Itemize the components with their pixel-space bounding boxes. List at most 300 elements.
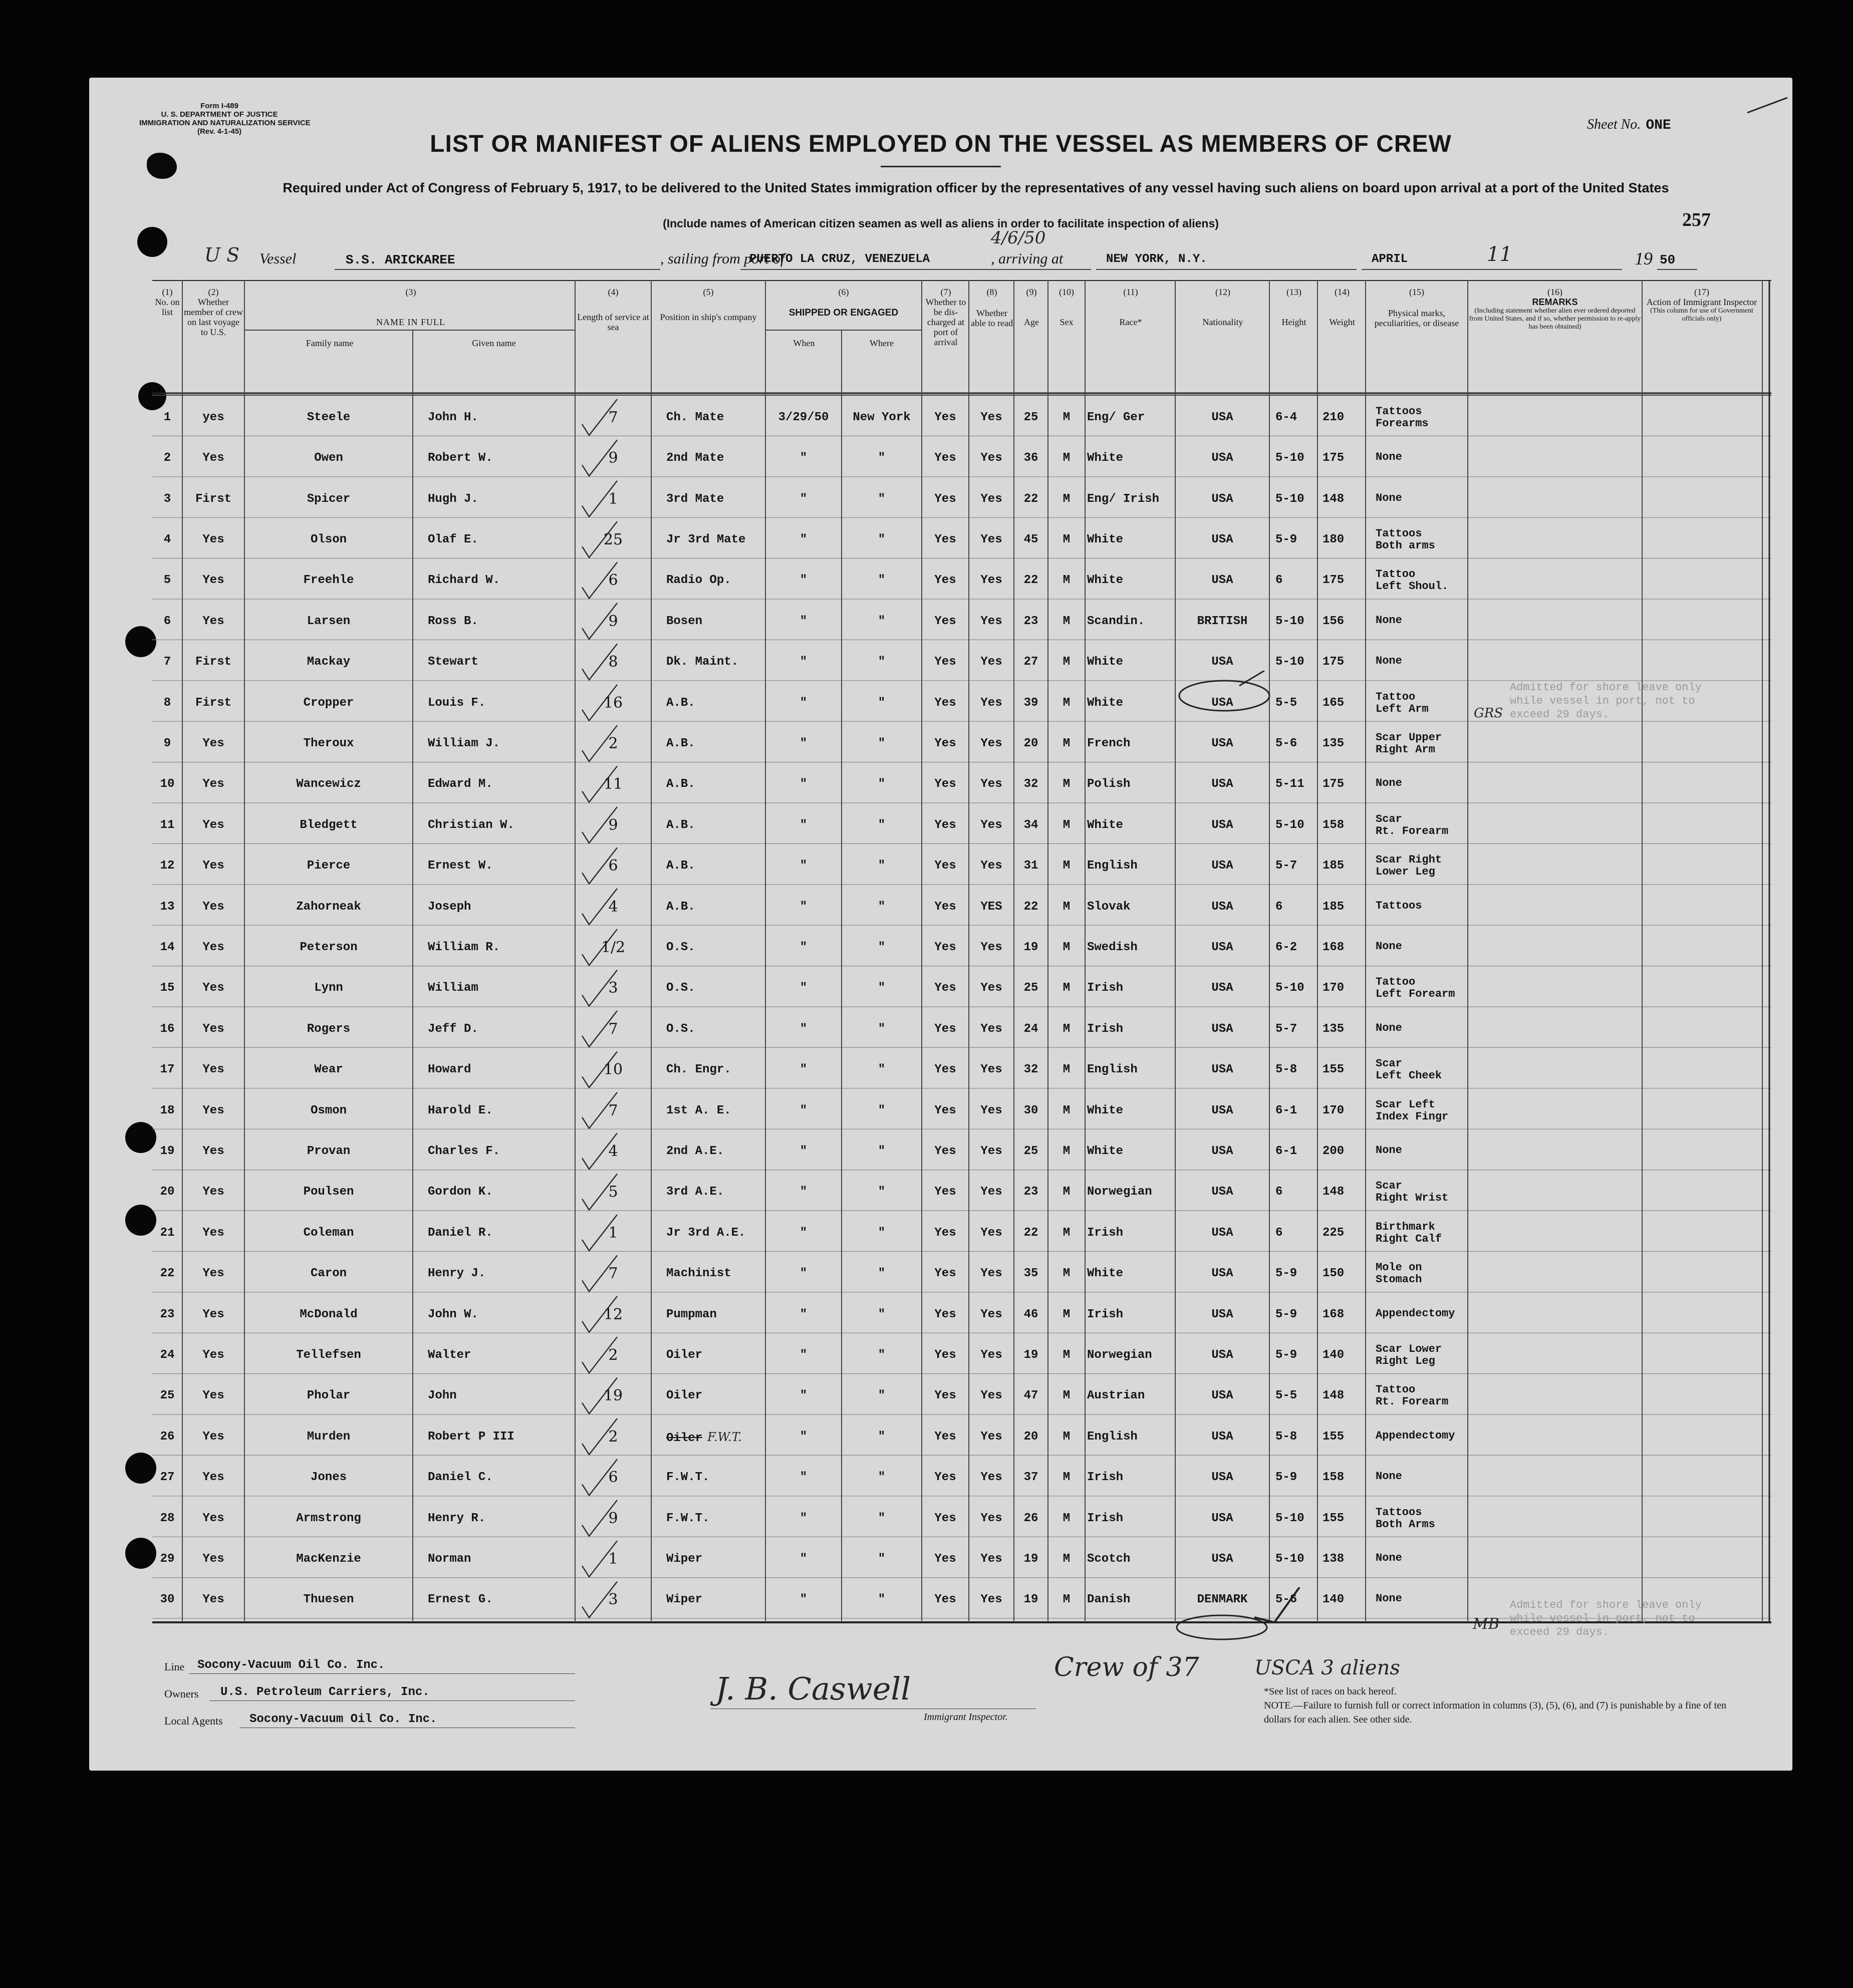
cell-where: " bbox=[878, 532, 886, 546]
cell-weight: 210 bbox=[1322, 410, 1345, 424]
cell-where: " bbox=[878, 1471, 886, 1485]
cell-given: Ross B. bbox=[428, 614, 478, 628]
cell-prev: Yes bbox=[202, 1063, 224, 1077]
cell-discharged: Yes bbox=[934, 1511, 956, 1525]
cell-prev: First bbox=[195, 492, 231, 506]
physical-mark-line: None bbox=[1376, 1144, 1402, 1157]
cell-family: McDonald bbox=[300, 1307, 358, 1321]
cell-sex: M bbox=[1063, 1226, 1071, 1240]
sheet-number-label: Sheet No. bbox=[1587, 117, 1641, 132]
vessel-label: Vessel bbox=[259, 250, 297, 267]
cell-discharged: Yes bbox=[934, 1552, 956, 1566]
cell-service: 2 bbox=[608, 734, 618, 752]
cell-position: A.B. bbox=[666, 900, 695, 914]
cell-when: " bbox=[800, 655, 808, 669]
cell-marks bbox=[1376, 1471, 1468, 1483]
physical-mark-line: Scar Right bbox=[1376, 854, 1442, 867]
cell-weight: 168 bbox=[1322, 940, 1345, 954]
cell-service: 1 bbox=[608, 490, 618, 508]
handwritten-prefix: U S bbox=[204, 244, 240, 266]
cell-race: White bbox=[1087, 574, 1124, 588]
cell-prev: yes bbox=[202, 410, 224, 424]
cell-when: " bbox=[800, 1593, 808, 1607]
cell-family: Peterson bbox=[300, 940, 358, 954]
cell-where: " bbox=[878, 1552, 886, 1566]
cell-when: " bbox=[800, 1511, 808, 1525]
cell-nationality: DENMARK bbox=[1197, 1593, 1248, 1607]
cell-height: 5-10 bbox=[1275, 981, 1304, 995]
year-suffix: 50 bbox=[1660, 252, 1676, 267]
cell-sex: M bbox=[1063, 451, 1071, 465]
cell-no: 5 bbox=[163, 574, 171, 588]
physical-mark-line: Mole on bbox=[1376, 1261, 1422, 1274]
cell-age: 26 bbox=[1023, 1511, 1038, 1525]
punch-hole bbox=[125, 1122, 156, 1153]
physical-mark-line: None bbox=[1376, 940, 1402, 953]
cell-prev: Yes bbox=[202, 1226, 224, 1240]
cell-race: Scandin. bbox=[1087, 614, 1145, 628]
cell-where: " bbox=[878, 1267, 886, 1281]
cell-height: 6-2 bbox=[1275, 940, 1297, 954]
cell-height: 6 bbox=[1275, 1226, 1283, 1240]
col5-header: (5) Position in ship's company bbox=[660, 287, 757, 322]
cell-height: 5-10 bbox=[1275, 1511, 1304, 1525]
physical-mark-line: None bbox=[1376, 1470, 1402, 1483]
cell-marks bbox=[1376, 976, 1468, 1000]
year-underline bbox=[1657, 269, 1697, 270]
punch-hole bbox=[125, 1538, 156, 1569]
cell-read: Yes bbox=[980, 410, 1002, 424]
cell-read: Yes bbox=[980, 1430, 1002, 1444]
cell-service: 1 bbox=[608, 1550, 618, 1568]
cell-position: F.W.T. bbox=[666, 1511, 710, 1525]
cell-no: 11 bbox=[160, 818, 175, 832]
physical-mark-line: Scar Left bbox=[1376, 1098, 1435, 1111]
cell-nationality: USA bbox=[1211, 655, 1233, 669]
cell-when: " bbox=[800, 1226, 808, 1240]
cell-discharged: Yes bbox=[934, 655, 956, 669]
form-title: LIST OR MANIFEST OF ALIENS EMPLOYED ON THE VESSEL AS MEMBERS OF CREW bbox=[430, 131, 1452, 157]
cell-marks bbox=[1376, 1384, 1468, 1408]
cell-marks bbox=[1376, 615, 1468, 627]
cell-prev: Yes bbox=[202, 777, 224, 791]
cell-position: 1st A. E. bbox=[666, 1103, 731, 1117]
cell-service: 7 bbox=[608, 1020, 618, 1038]
cell-when: " bbox=[800, 1185, 808, 1199]
cell-marks bbox=[1376, 406, 1468, 430]
cell-discharged: Yes bbox=[934, 1103, 956, 1117]
cell-where: " bbox=[878, 777, 886, 791]
cell-sex: M bbox=[1063, 1471, 1071, 1485]
cell-read: Yes bbox=[980, 1307, 1002, 1321]
cell-given: Richard W. bbox=[428, 574, 500, 588]
physical-mark-line: Tattoos bbox=[1376, 1506, 1422, 1519]
cell-prev: Yes bbox=[202, 900, 224, 914]
cell-family: Murden bbox=[307, 1430, 351, 1444]
cell-marks bbox=[1376, 777, 1468, 789]
form-instruction-note: (Include names of American citizen seamen as well as aliens in order to facilitate inspection of aliens) bbox=[663, 217, 1219, 230]
cell-read: Yes bbox=[980, 1348, 1002, 1362]
cell-nationality: USA bbox=[1211, 1267, 1233, 1281]
cell-where: " bbox=[878, 1348, 886, 1362]
cell-discharged: Yes bbox=[934, 1307, 956, 1321]
cell-weight: 155 bbox=[1322, 1063, 1345, 1077]
cell-given: William bbox=[428, 981, 478, 995]
cell-given: Louis F. bbox=[428, 696, 486, 710]
cell-read: Yes bbox=[980, 1063, 1002, 1077]
vessel-name: S.S. ARICKAREE bbox=[346, 252, 455, 267]
cell-where: New York bbox=[853, 410, 911, 424]
cell-no: 28 bbox=[160, 1511, 175, 1525]
col3-header: (3) NAME IN FULL bbox=[376, 287, 445, 327]
physical-mark-line: Tattoos bbox=[1376, 899, 1422, 912]
cell-race: Slovak bbox=[1087, 900, 1131, 914]
shore-leave-stamp-row30: Admitted for shore leave only while vessel in port, not to exceed 29 days. bbox=[1510, 1599, 1702, 1638]
cell-nationality: USA bbox=[1211, 1348, 1233, 1362]
cell-discharged: Yes bbox=[934, 1226, 956, 1240]
cell-no: 14 bbox=[160, 940, 175, 954]
cell-when: " bbox=[800, 1144, 808, 1158]
cell-age: 39 bbox=[1023, 696, 1038, 710]
cell-family: Freehle bbox=[303, 574, 354, 588]
cell-when: " bbox=[800, 981, 808, 995]
cell-prev: Yes bbox=[202, 940, 224, 954]
cell-marks bbox=[1376, 528, 1468, 552]
cell-family: Lynn bbox=[314, 981, 343, 995]
col2-header: (2) Whether member of crew on last voyage to U.S. bbox=[184, 287, 243, 337]
cell-race: English bbox=[1087, 1430, 1138, 1444]
cell-nationality: USA bbox=[1211, 1185, 1233, 1199]
cell-family: Pholar bbox=[307, 1389, 351, 1403]
cell-no: 6 bbox=[163, 614, 171, 628]
owners-value: U.S. Petroleum Carriers, Inc. bbox=[220, 1685, 430, 1699]
cell-no: 1 bbox=[163, 410, 171, 424]
cell-given: Walter bbox=[428, 1348, 471, 1362]
cell-height: 6-1 bbox=[1275, 1103, 1297, 1117]
cell-service: 7 bbox=[608, 408, 618, 426]
cell-age: 19 bbox=[1023, 1593, 1038, 1607]
cell-service: 1 bbox=[608, 1224, 618, 1242]
line-underline bbox=[189, 1673, 575, 1674]
cell-service: 6 bbox=[608, 1469, 618, 1487]
cell-service: 10 bbox=[603, 1061, 623, 1079]
cell-race: White bbox=[1087, 818, 1124, 832]
cell-prev: Yes bbox=[202, 574, 224, 588]
cell-read: Yes bbox=[980, 1593, 1002, 1607]
cell-service: 8 bbox=[608, 653, 618, 671]
cell-position: A.B. bbox=[666, 818, 695, 832]
cell-position bbox=[666, 1431, 765, 1445]
cell-age: 22 bbox=[1023, 574, 1038, 588]
cell-nationality: USA bbox=[1211, 900, 1233, 914]
col14-header: (14) Weight bbox=[1329, 287, 1355, 327]
cell-read: Yes bbox=[980, 655, 1002, 669]
cell-family: Zahorneak bbox=[296, 900, 361, 914]
cell-nationality: USA bbox=[1211, 1307, 1233, 1321]
cell-race: Scotch bbox=[1087, 1552, 1131, 1566]
cell-weight: 185 bbox=[1322, 859, 1345, 873]
cell-family: Wear bbox=[314, 1063, 343, 1077]
cell-marks bbox=[1376, 655, 1468, 667]
cell-marks bbox=[1376, 854, 1468, 878]
cell-when: " bbox=[800, 1307, 808, 1321]
col11-header: (11) Race* bbox=[1119, 287, 1142, 327]
cell-height: 5-8 bbox=[1275, 1430, 1297, 1444]
cell-nationality: USA bbox=[1211, 1511, 1233, 1525]
cell-family: Olson bbox=[310, 532, 347, 546]
cell-where: " bbox=[878, 574, 886, 588]
cell-where: " bbox=[878, 492, 886, 506]
punch-hole bbox=[125, 1205, 156, 1236]
aliens-note: USCA 3 aliens bbox=[1254, 1656, 1400, 1679]
cell-position: Bosen bbox=[666, 614, 703, 628]
cell-nationality: USA bbox=[1211, 1471, 1233, 1485]
cell-weight: 140 bbox=[1322, 1348, 1345, 1362]
cell-discharged: Yes bbox=[934, 532, 956, 546]
cell-discharged: Yes bbox=[934, 981, 956, 995]
cell-nationality: USA bbox=[1211, 532, 1233, 546]
cell-prev: Yes bbox=[202, 532, 224, 546]
col7-header: (7) Whether to be dis-charged at port of arrival bbox=[925, 287, 966, 347]
col8-header: (8) Whether able to read bbox=[971, 287, 1013, 328]
cell-position: Jr 3rd Mate bbox=[666, 532, 746, 546]
cell-read: Yes bbox=[980, 859, 1002, 873]
cell-weight: 135 bbox=[1322, 1022, 1345, 1036]
cell-no: 10 bbox=[160, 777, 175, 791]
cell-when: " bbox=[800, 859, 808, 873]
col6b-header: Where bbox=[870, 338, 894, 348]
physical-mark-line: None bbox=[1376, 614, 1402, 627]
cell-race: Austrian bbox=[1087, 1389, 1145, 1403]
cell-no: 8 bbox=[163, 696, 171, 710]
cell-nationality: USA bbox=[1211, 818, 1233, 832]
cell-no: 23 bbox=[160, 1307, 175, 1321]
cell-family: Osmon bbox=[310, 1103, 347, 1117]
physical-mark-line: Both arms bbox=[1376, 539, 1435, 552]
cell-discharged: Yes bbox=[934, 940, 956, 954]
cell-read: Yes bbox=[980, 1267, 1002, 1281]
cell-height: 5-10 bbox=[1275, 655, 1304, 669]
cell-position: Machinist bbox=[666, 1267, 731, 1281]
cell-nationality: USA bbox=[1211, 940, 1233, 954]
cell-prev: Yes bbox=[202, 1511, 224, 1525]
cell-marks bbox=[1376, 813, 1468, 837]
cell-weight: 170 bbox=[1322, 1103, 1345, 1117]
cell-age: 25 bbox=[1023, 410, 1038, 424]
form-revision: (Rev. 4-1-45) bbox=[197, 127, 242, 136]
cell-position: Oiler bbox=[666, 1389, 703, 1403]
cell-family: Owen bbox=[314, 451, 343, 465]
cell-service: 4 bbox=[608, 1142, 618, 1160]
cell-race: English bbox=[1087, 1063, 1138, 1077]
cell-age: 24 bbox=[1023, 1022, 1038, 1036]
physical-mark-line: Left Forearm bbox=[1376, 988, 1455, 1001]
cell-marks bbox=[1376, 1262, 1468, 1286]
cell-weight: 200 bbox=[1322, 1144, 1345, 1158]
physical-mark-line: None bbox=[1376, 1592, 1402, 1605]
cell-nationality: USA bbox=[1211, 859, 1233, 873]
punch-hole bbox=[125, 626, 156, 657]
cell-prev: Yes bbox=[202, 1267, 224, 1281]
physical-mark-line: Scar bbox=[1376, 1057, 1402, 1070]
col16-header: (16) REMARKS (Including statement whether alien ever ordered deported from United States, and if so, whether permission to re-apply has been obtained) bbox=[1469, 287, 1641, 331]
cell-no: 22 bbox=[160, 1267, 175, 1281]
cell-no: 24 bbox=[160, 1348, 175, 1362]
cell-race: Irish bbox=[1087, 1307, 1124, 1321]
cell-when: " bbox=[800, 1267, 808, 1281]
cell-when: " bbox=[800, 777, 808, 791]
cell-age: 20 bbox=[1023, 1430, 1038, 1444]
cell-service: 9 bbox=[608, 449, 618, 467]
crew-total-note: Crew of 37 bbox=[1054, 1652, 1199, 1682]
cell-height: 6 bbox=[1275, 900, 1283, 914]
cell-discharged: Yes bbox=[934, 818, 956, 832]
cell-given: Joseph bbox=[428, 900, 471, 914]
cell-given: John bbox=[428, 1389, 457, 1403]
cell-age: 31 bbox=[1023, 859, 1038, 873]
cell-weight: 175 bbox=[1322, 655, 1345, 669]
cell-nationality: USA bbox=[1211, 1389, 1233, 1403]
nationality-circle-row30 bbox=[1174, 1587, 1314, 1642]
cell-where: " bbox=[878, 1185, 886, 1199]
cell-marks bbox=[1376, 1593, 1468, 1605]
cell-service: 6 bbox=[608, 572, 618, 590]
physical-mark-line: None bbox=[1376, 491, 1402, 504]
physical-mark-line: Right Wrist bbox=[1376, 1192, 1449, 1205]
cell-when: 3/29/50 bbox=[778, 410, 829, 424]
cell-prev: Yes bbox=[202, 1552, 224, 1566]
cell-prev: Yes bbox=[202, 818, 224, 832]
cell-service: 2 bbox=[608, 1428, 618, 1446]
cell-sex: M bbox=[1063, 940, 1071, 954]
cell-sex: M bbox=[1063, 777, 1071, 791]
physical-mark-line: Scar Lower bbox=[1376, 1342, 1442, 1355]
cell-no: 3 bbox=[163, 492, 171, 506]
cell-when: " bbox=[800, 1022, 808, 1036]
cell-no: 25 bbox=[160, 1389, 175, 1403]
agents-label: Local Agents bbox=[164, 1715, 223, 1727]
cell-no: 9 bbox=[163, 736, 171, 750]
physical-mark-line: Forearms bbox=[1376, 417, 1429, 430]
cell-marks bbox=[1376, 1145, 1468, 1157]
cell-marks bbox=[1376, 1430, 1468, 1442]
cell-height: 5-9 bbox=[1275, 1348, 1297, 1362]
cell-family: Rogers bbox=[307, 1022, 351, 1036]
cell-service: 11 bbox=[603, 775, 623, 793]
cell-service: 25 bbox=[603, 530, 623, 548]
cell-given: Henry J. bbox=[428, 1267, 486, 1281]
cell-read: Yes bbox=[980, 736, 1002, 750]
cell-where: " bbox=[878, 1430, 886, 1444]
cell-age: 20 bbox=[1023, 736, 1038, 750]
cell-when: " bbox=[800, 736, 808, 750]
cell-no: 18 bbox=[160, 1103, 175, 1117]
cell-family: Cropper bbox=[303, 696, 354, 710]
cell-marks bbox=[1376, 691, 1468, 715]
cell-age: 19 bbox=[1023, 1348, 1038, 1362]
cell-sex: M bbox=[1063, 1022, 1071, 1036]
cell-nationality: USA bbox=[1211, 981, 1233, 995]
cell-where: " bbox=[878, 940, 886, 954]
cell-when: " bbox=[800, 818, 808, 832]
cell-marks bbox=[1376, 492, 1468, 504]
cell-read: Yes bbox=[980, 1471, 1002, 1485]
cell-position: A.B. bbox=[666, 859, 695, 873]
cell-discharged: Yes bbox=[934, 859, 956, 873]
cell-when: " bbox=[800, 1389, 808, 1403]
cell-prev: Yes bbox=[202, 1103, 224, 1117]
physical-mark-line: Birthmark bbox=[1376, 1220, 1435, 1233]
cell-where: " bbox=[878, 818, 886, 832]
col6a-header: When bbox=[793, 338, 815, 348]
cell-marks bbox=[1376, 1099, 1468, 1123]
cell-sex: M bbox=[1063, 859, 1071, 873]
cell-given: Christian W. bbox=[428, 818, 514, 832]
cell-no: 29 bbox=[160, 1552, 175, 1566]
cell-discharged: Yes bbox=[934, 1144, 956, 1158]
cell-race: White bbox=[1087, 1267, 1124, 1281]
cell-age: 32 bbox=[1023, 777, 1038, 791]
cell-age: 45 bbox=[1023, 532, 1038, 546]
cell-nationality: USA bbox=[1211, 451, 1233, 465]
arrival-day: 11 bbox=[1487, 243, 1512, 266]
physical-mark-line: Both Arms bbox=[1376, 1518, 1435, 1531]
cell-age: 30 bbox=[1023, 1103, 1038, 1117]
cell-where: " bbox=[878, 736, 886, 750]
cell-prev: Yes bbox=[202, 1430, 224, 1444]
cell-weight: 225 bbox=[1322, 1226, 1345, 1240]
cell-height: 6-4 bbox=[1275, 410, 1297, 424]
cell-marks bbox=[1376, 1022, 1468, 1034]
cell-discharged: Yes bbox=[934, 1267, 956, 1281]
cell-sex: M bbox=[1063, 1593, 1071, 1607]
cell-when: " bbox=[800, 1103, 808, 1117]
cell-read: Yes bbox=[980, 1103, 1002, 1117]
cell-no: 17 bbox=[160, 1063, 175, 1077]
cell-no: 7 bbox=[163, 655, 171, 669]
form-number: Form I-489 bbox=[200, 102, 238, 110]
cell-marks bbox=[1376, 1308, 1468, 1320]
cell-nationality: USA bbox=[1211, 1144, 1233, 1158]
cell-position: Radio Op. bbox=[666, 574, 731, 588]
cell-race: White bbox=[1087, 451, 1124, 465]
cell-where: " bbox=[878, 1144, 886, 1158]
cell-height: 5-9 bbox=[1275, 1471, 1297, 1485]
cell-race: Danish bbox=[1087, 1593, 1131, 1607]
cell-discharged: Yes bbox=[934, 777, 956, 791]
departure-port: PUERTO LA CRUZ, VENEZUELA bbox=[749, 252, 930, 266]
cell-read: Yes bbox=[980, 1226, 1002, 1240]
cell-marks bbox=[1376, 1507, 1468, 1531]
cell-prev: Yes bbox=[202, 1389, 224, 1403]
stamp-number: 257 bbox=[1682, 209, 1711, 230]
cell-given: Robert W. bbox=[428, 451, 493, 465]
cell-given: Hugh J. bbox=[428, 492, 478, 506]
cell-when: " bbox=[800, 532, 808, 546]
cell-sex: M bbox=[1063, 532, 1071, 546]
nationality-circle-row6 bbox=[1174, 671, 1274, 716]
cell-family: Larsen bbox=[307, 614, 351, 628]
cell-position: Jr 3rd A.E. bbox=[666, 1226, 746, 1240]
cell-sex: M bbox=[1063, 614, 1071, 628]
cell-given: Harold E. bbox=[428, 1103, 493, 1117]
cell-position: Ch. Mate bbox=[666, 410, 724, 424]
cell-race: Eng/ Irish bbox=[1087, 492, 1160, 506]
cell-where: " bbox=[878, 614, 886, 628]
races-note: *See list of races on back hereof. bbox=[1264, 1686, 1397, 1697]
cell-discharged: Yes bbox=[934, 574, 956, 588]
cell-discharged: Yes bbox=[934, 1063, 956, 1077]
